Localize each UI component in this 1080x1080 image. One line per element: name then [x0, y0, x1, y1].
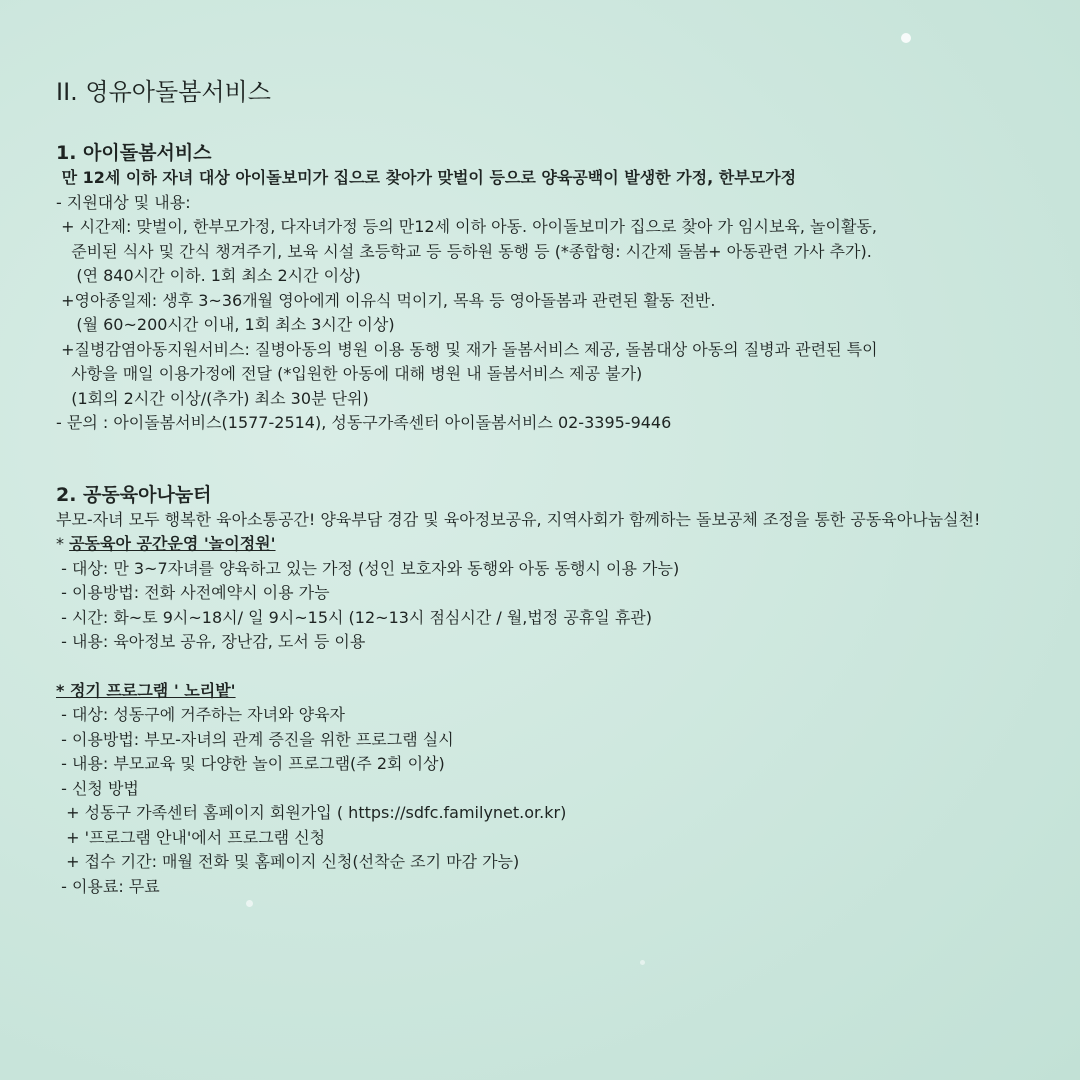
list-item: (1회의 2시간 이상/(추가) 최소 30분 단위): [56, 388, 369, 408]
list-item: 준비된 식사 및 간식 챙겨주기, 보육 시설 초등학교 등 등하원 동행 등 (*종합형: 시간제 돌봄+ 아동관련 가사 추가).: [56, 241, 872, 261]
list-item: + 접수 기간: 매월 전화 및 홈페이지 신청(선착순 조기 마감 가능): [56, 852, 520, 871]
bullet-marker: *: [56, 534, 70, 553]
contact-info: - 문의 : 아이돌봄서비스(1577-2514), 성동구가족센터 아이돌봄서비스 02-3395-9446: [56, 413, 672, 432]
list-item: - 이용방법: 부모-자녀의 관계 증진을 위한 프로그램 실시: [56, 729, 454, 749]
list-item: - 지원대상 및 내용:: [56, 192, 191, 212]
list-item: (월 60~200시간 이내, 1회 최소 3시간 이상): [56, 315, 395, 334]
list-item: 사항을 매일 이용가정에 전달 (*입원한 아동에 대해 병원 내 돌봄서비스 제공 불가): [56, 364, 643, 383]
list-item: +영아종일제: 생후 3~36개월 영아에게 이유식 먹이기, 목욕 등 영아돌봄과 관련된 활동 전반.: [56, 290, 716, 310]
section-childcare-service: [56, 140, 1026, 436]
list-item: - 대상: 성동구에 거주하는 자녀와 양육자: [56, 705, 345, 724]
section-shared-childcare: [56, 482, 1026, 900]
subsection-title: 공동육아 공간운영 '놀이정원': [69, 534, 276, 553]
list-item: + 성동구 가족센터 홈페이지 회원가입 ( https://sdfc.familynet.or.kr): [56, 803, 567, 822]
list-item: - 내용: 육아정보 공유, 장난감, 도서 등 이용: [56, 632, 366, 651]
list-item: - 이용방법: 전화 사전예약시 이용 가능: [56, 583, 330, 602]
subsection-heading: [56, 532, 1026, 557]
list-item: + '프로그램 안내'에서 프로그램 신청: [56, 827, 326, 847]
subsection-title: * 정기 프로그램 ' 노리밭': [56, 680, 236, 700]
list-item: +질병감염아동지원서비스: 질병아동의 병원 이용 동행 및 재가 돌봄서비스 제공, 돌봄대상 아동의 질병과 관련된 특이: [56, 339, 878, 359]
section-heading: 1. 아이돌봄서비스: [56, 142, 212, 164]
section-lead: 만 12세 이하 자녀 대상 아이돌보미가 집으로 찾아가 맞벌이 등으로 양육공백이 발생한 가정, 한부모가정: [56, 168, 797, 187]
background-speck: [246, 900, 253, 907]
list-item: + 시간제: 맞벌이, 한부모가정, 다자녀가정 등의 만12세 이하 아동. 아이돌보미가 집으로 찾아 가 임시보육, 놀이활동,: [56, 217, 877, 236]
page-title: II. 영유아돌봄서비스: [56, 78, 271, 106]
list-item: - 신청 방법: [56, 778, 139, 798]
list-item: - 내용: 부모교육 및 다양한 놀이 프로그램(주 2회 이상): [56, 754, 445, 773]
background-speck: [901, 33, 911, 43]
list-item: (연 840시간 이하. 1회 최소 2시간 이상): [56, 266, 361, 285]
section-lead: 부모-자녀 모두 행복한 육아소통공간! 양육부담 경감 및 육아정보공유, 지역사회가 함께하는 돌보공체 조정을 통한 공동육아나눔실천!: [56, 509, 981, 529]
document-body: [56, 76, 1026, 899]
list-item: - 이용료: 무료: [56, 876, 160, 896]
section-heading: 2. 공동육아나눔터: [56, 483, 212, 506]
background-speck: [640, 960, 645, 965]
list-item: - 대상: 만 3~7자녀를 양육하고 있는 가정 (성인 보호자와 동행와 아동 동행시 이용 가능): [56, 558, 680, 578]
list-item: - 시간: 화~토 9시~18시/ 일 9시~15시 (12~13시 점심시간 / 월,법정 공휴일 휴관): [56, 607, 653, 627]
